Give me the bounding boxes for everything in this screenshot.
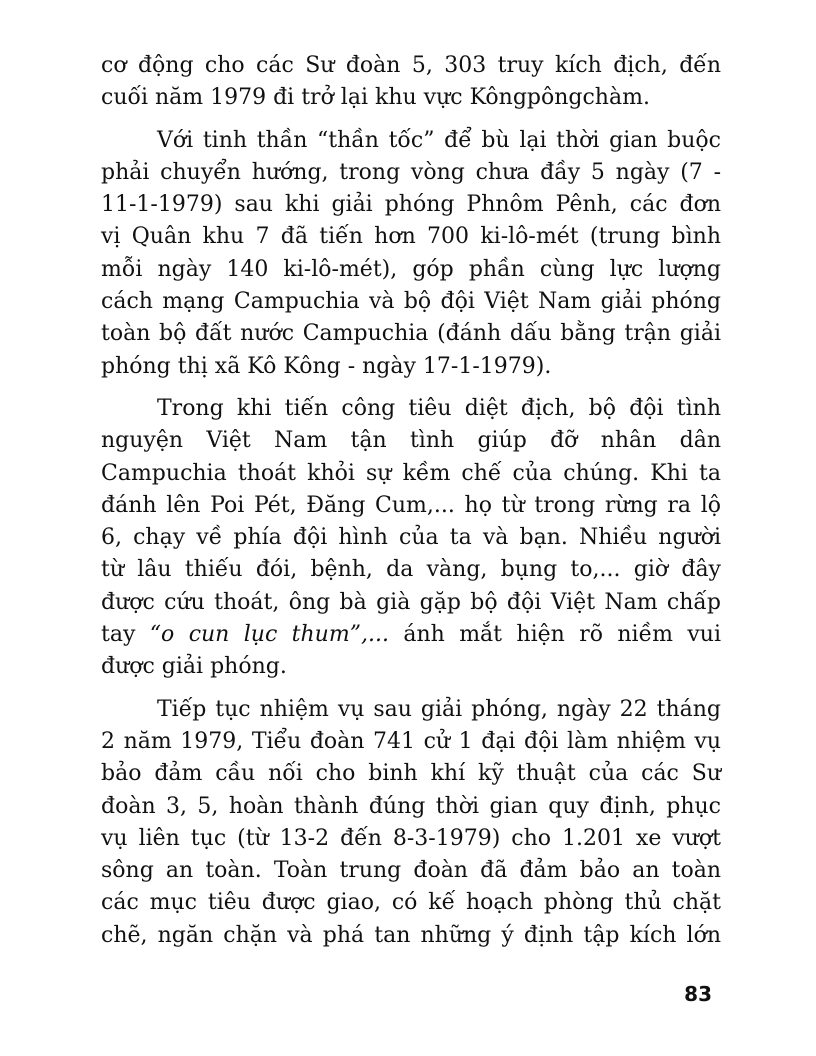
text-line: đoàn 3, 5, hoàn thành đúng thời gian quy định, phục [101,793,721,819]
text-line: 2 năm 1979, Tiểu đoàn 741 cử 1 đại đội làm nhiệm vụ [101,728,721,754]
text-line: sông an toàn. Toàn trung đoàn đã đảm bảo an toàn [101,858,721,884]
text-line: từ lâu thiếu đói, bệnh, da vàng, bụng to,... giờ đây [101,557,721,583]
text-line: toàn bộ đất nước Campuchia (đánh dấu bằng trận giải [101,321,721,347]
text-line: vị Quân khu 7 đã tiến hơn 700 ki-lô-mét (trung bình [101,224,721,250]
text-line: Campuchia thoát khỏi sự kềm chế của chúng. Khi ta [101,460,721,486]
text-line: Với tinh thần “thần tốc” để bù lại thời gian buộc [157,127,721,153]
text-line: được giải phóng. [101,654,287,680]
paragraph-4 [101,694,721,952]
italic-phrase: “o cun lục thum”,... [149,622,389,648]
text-line: chẽ, ngăn chặn và phá tan những ý định tập kích lớn [101,922,721,948]
text-line: vụ liên tục (từ 13-2 đến 8-3-1979) cho 1.201 xe vượt [101,825,721,851]
text-line: nguyện Việt Nam tận tình giúp đỡ nhân dân [101,428,721,454]
paragraph-2 [101,125,721,383]
text-line: 11-1-1979) sau khi giải phóng Phnôm Pênh, các đơn [101,192,721,218]
page-number: 83 [684,982,712,1006]
text-line: đánh lên Poi Pét, Đăng Cum,... họ từ trong rừng ra lộ [101,492,721,518]
text-line: Trong khi tiến công tiêu diệt địch, bộ đội tình [157,395,721,421]
text-line: cuối năm 1979 đi trở lại khu vực Kôngpôngchàm. [101,85,650,111]
text-line: được cứu thoát, ông bà già gặp bộ đội Việt Nam chấp [101,589,721,615]
text-line: mỗi ngày 140 ki-lô-mét), góp phần cùng lực lượng [101,256,721,282]
text-line: Tiếp tục nhiệm vụ sau giải phóng, ngày 22 tháng [157,696,721,722]
text-line: bảo đảm cầu nối cho binh khí kỹ thuật của các Sư [101,761,721,787]
text-segment: ánh mắt hiện rõ niềm vui [388,622,721,648]
text-segment: tay [101,622,150,648]
text-line: các mục tiêu được giao, có kế hoạch phòng thủ chặt [101,890,721,916]
text-line: cách mạng Campuchia và bộ đội Việt Nam giải phóng [101,289,721,315]
paragraph-1 [101,50,721,115]
paragraph-3 [101,393,721,684]
text-line [101,619,721,651]
text-line: 6, chạy về phía đội hình của ta và bạn. Nhiều người [101,525,721,551]
text-line: cơ động cho các Sư đoàn 5, 303 truy kích địch, đến [101,53,721,78]
text-line: phóng thị xã Kô Kông - ngày 17-1-1979). [101,353,552,379]
page-body [101,50,721,952]
text-line: phải chuyển hướng, trong vòng chưa đầy 5 ngày (7 - [101,159,721,185]
